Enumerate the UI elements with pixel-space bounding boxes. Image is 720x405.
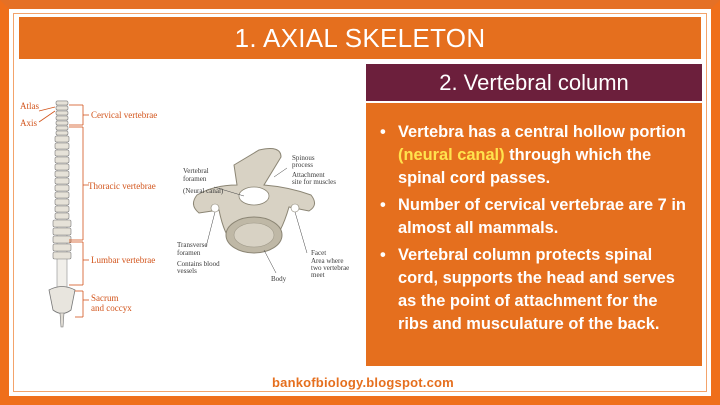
vertebra-segment — [56, 126, 68, 130]
label-attachment: Attachment — [292, 171, 325, 179]
vertebra-segment — [55, 199, 69, 205]
label-process: process — [292, 161, 313, 169]
label-contains-blood: Contains blood — [177, 260, 220, 268]
bullet-text: Vertebral column protects spinal cord, supports the head and serves as the point of attachment for the ribs and musculature of the back. — [398, 246, 675, 333]
spine-drawing — [49, 101, 75, 327]
bullet-content-box — [366, 103, 702, 366]
bullet-item-1 — [378, 121, 688, 190]
vertebra-segment — [55, 192, 69, 198]
vertebra-segment — [55, 185, 69, 191]
label-spinous: Spinous — [292, 154, 315, 162]
vertebra-segment — [53, 252, 71, 259]
label-lumbar: Lumbar vertebrae — [91, 255, 156, 265]
bullet-list — [378, 121, 688, 336]
vertebra-segment — [56, 116, 68, 120]
vertebra-segment — [53, 244, 71, 251]
label-atlas: Atlas — [20, 101, 39, 111]
vertebra-segment — [55, 178, 69, 184]
vertebra-segment — [55, 206, 69, 212]
bullet-item-3 — [378, 244, 688, 336]
slide-subtitle: 2. Vertebral column — [366, 64, 702, 101]
vertebra-segment — [56, 101, 68, 105]
vertebra-segment — [55, 157, 69, 163]
vertebra-segment — [55, 213, 69, 219]
vertebra-segment — [55, 150, 69, 156]
vertebra-segment — [55, 136, 69, 142]
bullet-text-after: through which the spinal cord passes. — [398, 146, 652, 187]
bullet-symbol: • — [380, 196, 386, 214]
label-vessels: vessels — [177, 267, 197, 275]
bullet-item-2 — [378, 194, 688, 240]
label-site-for-muscles: site for muscles — [292, 178, 336, 186]
label-foramen: foramen — [183, 175, 207, 183]
bullet-text: Number of cervical vertebrae are 7 in almost all mammals. — [398, 196, 686, 237]
label-cervical: Cervical vertebrae — [91, 110, 158, 120]
vertebra-segment — [56, 131, 68, 135]
slide-title: 1. AXIAL SKELETON — [19, 17, 701, 59]
label-vertebral: Vertebral — [183, 167, 209, 175]
label-area-where: Area where — [311, 257, 344, 265]
label-transverse: Transverse — [177, 241, 208, 249]
bullet-symbol: • — [380, 246, 386, 264]
label-meet: meet — [311, 271, 325, 279]
vertebra-segment — [55, 143, 69, 149]
bullet-symbol: • — [380, 123, 386, 141]
vertebra-segment — [53, 236, 71, 243]
label-two-vertebrae: two vertebrae — [311, 264, 350, 272]
bullet-text-before: Vertebra has a central hollow portion — [398, 123, 686, 141]
vertebral-column-figure — [19, 95, 364, 330]
label-axis: Axis — [20, 118, 38, 128]
vertebra-segment — [56, 111, 68, 115]
label-body: Body — [271, 275, 287, 283]
vertebra-segment — [53, 220, 71, 227]
label-sacrum: Sacrum — [91, 293, 119, 303]
label-facet: Facet — [311, 249, 327, 257]
label-coccyx: and coccyx — [91, 303, 132, 313]
bullet-highlight: (neural canal) — [398, 146, 505, 164]
label-transverse-foramen: foramen — [177, 249, 201, 257]
vertebra-segment — [53, 228, 71, 235]
vertebra-segment — [55, 164, 69, 170]
vertebra-segment — [56, 106, 68, 110]
vertebra-segment — [55, 171, 69, 177]
label-thoracic: Thoracic vertebrae — [88, 181, 156, 191]
label-neural-canal: (Neural canal) — [183, 187, 224, 195]
source-credit: bankofbiology.blogspot.com — [272, 375, 454, 390]
vertebra-segment — [56, 121, 68, 125]
vertebral-column-illustration — [19, 95, 364, 330]
